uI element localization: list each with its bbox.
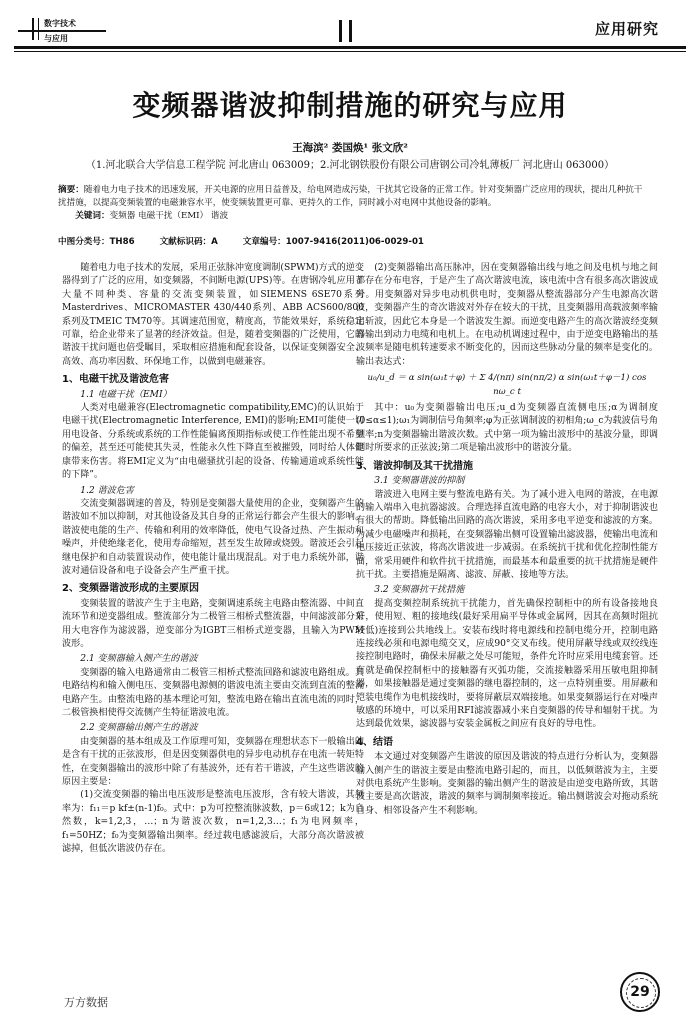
intro-paragraph: 随着电力电子技术的发展，采用正弦脉冲宽度调制(SPWM)方式的逆变器得到了广泛的应用，如变频器，不间断电源(UPS)等。在唐钢冷轧应用了大量不同种类、容量的交流变频装置，如SIEMENS 6SE70系列Masterdrives、MICROMASTER 430/440系列、ABB ACS600/800系列及TMEIC TM70等。其调速范围宽，精度高，节能效果好，系统稳定可靠，给企业带来了显著的经济效益。但是，随着变频器的广泛使用，它的谐波干扰问题也倍受瞩目，采取相应措施和配套设备，以保证变频器安全、高效、高功率因数、环保地工作，以做到电磁兼容。 — [62, 263, 364, 367]
article-meta — [58, 235, 658, 247]
section-2-2-point-2: (2)变频器输出高压脉冲，因在变频器输出线与地之间及电机与地之间都存在分布电容，于是产生了高次谐波电流，该电流中含有很多高次谐波成分。用变频器对异步电动机供电时，变频器从整流器部分产生电源高次谐波，变频器产生的奇次谐波对外存在较大的干扰，且变频器用高载波频率输出斩波，因此它本身是一个谐波发生源。而逆变电路产生的高次谐波经变频器输出到动力电缆和电机上。在电动机调速过程中，由于逆变电路输出的基波频率是随电机转速要求不断变化的，因而这些脉动分量的频率是变化的。输出表达式： — [356, 263, 658, 367]
section-1-2-text: 交流变频器调速的普及，特别是变频器大量使用的企业，变频器产生的谐波如不加以抑制，对其他设备及其自身的正常运行都会产生很大的影响。谐波使电能的生产、传输和利用的效率降低，使电气设备过热、产生振动和噪声，并使绝缘老化，使用寿命缩短，甚至发生故障或烧毁。谐波还会引起继电保护和自动装置误动作，使电能计量出现混乱。对于电力系统外部，谐波对通信设备和电子设备会产生严重干扰。 — [62, 498, 364, 576]
section-2-2-heading: 2.2 变频器输出侧产生的谐波 — [80, 723, 198, 734]
section-1-1-text: 人类对电磁兼容(Electromagnetic compatibility,EMC)的认识始于电磁干扰(Electromagnetic Interference, EMI)的影响;EMI可能使一切用电设备、分系统或系统的工作性能偏离预期指标或使工作性能出现不希望的偏差，甚至还可能使其失灵，性能永久性下降直至被摧毁，同时给人体健康带来伤害。将EMI定义为“由电磁骚扰引起的设备、传输通道或系统性能的下降”。 — [62, 403, 364, 481]
section-2-2-point-1: (1)交流变频器的输出电压波形是整流电压波形，含有较大谐波，其频率为：f₁₁＝p kf±(n-1)f₀。式中：p为可控整流脉波数，p＝6或12；k为自然数，k=1,2,3，…；n为谐波次数，n=1,2,3…；f₁为电网频率，f₁=50HZ；f₀为变频器输出频率。经过载电感滤波后，大部分高次谐波被滤掉，但低次谐波仍存在。 — [62, 790, 364, 855]
journal-name-line1: 数字技术 — [44, 18, 76, 28]
journal-logo — [14, 16, 110, 60]
section-label: 应用研究 — [595, 20, 660, 38]
abstract-text: 随着电力电子技术的迅速发展，开关电源的应用日益普及，给电网造成污染，干扰其它设备的正常工作。针对变频器广泛应用的现状，提出几种抗干扰措施，以提高变频装置的电磁兼容水平，使变频装置更可靠、更持久的工作，同时减小对电网中其他设备的影响。 — [58, 185, 643, 208]
logo-rule — [18, 30, 106, 32]
header-rule-thin — [14, 51, 686, 52]
section-2-text: 变频装置的谐波产生于主电路，变频调速系统主电路由整流器、中间直流环节和逆变器组成。整流部分为二极管三相桥式整流器，中间滤波部分采用大电容作为滤波器，逆变部分为IGBT三相桥式逆变器，且输入为PWM波形。 — [62, 598, 364, 649]
paper-title: 变频器谐波抑制措施的研究与应用 — [132, 89, 568, 122]
keywords — [58, 210, 648, 223]
header-bars — [339, 20, 359, 42]
section-1-2-heading: 1.2 谐波危害 — [80, 485, 134, 496]
abstract-block — [58, 184, 648, 223]
left-column — [62, 262, 364, 856]
authors: 王海滨² 娄国焕¹ 张文欣² — [292, 142, 408, 154]
document-code: 文献标识码：A — [159, 237, 218, 247]
section-1-heading: 1、电磁干扰及谐波危害 — [62, 374, 169, 386]
section-2-2-text: 由变频器的基本组成及工作原理可知，变频器在理想状态下一般输出的是含有干扰的正弦波形，但是因变频器供电的异步电动机存在电流一转矩特性，在变频器输出的波形中除了有基波外，还有若干谐波，产生这些谐波的原因主要是： — [62, 736, 364, 788]
section-3-2-heading: 3.2 变频器抗干扰措施 — [374, 585, 465, 596]
abstract-label: 摘要： — [58, 185, 84, 195]
section-2-1-heading: 2.1 变频器输入侧产生的谐波 — [80, 654, 198, 665]
section-4-heading: 4、结语 — [356, 736, 393, 748]
keywords-label: 关键词： — [75, 211, 110, 221]
clc-number: 中图分类号：TH86 — [58, 237, 135, 247]
section-3-heading: 3、谐波抑制及其干扰措施 — [356, 460, 473, 472]
section-4-text: 本文通过对变频器产生谐波的原因及谐波的特点进行分析认为，变频器输入侧产生的谐波主要是由整流电路引起的，而且，以低频谐波为主，主要对供电系统产生影响。变频器的输出侧产生的谐波是由逆变电路所致，其谐波主要是高次谐波，谐波的频率与调制频率接近。输出侧谐波会对拖动系统自身、相邻设备产生不利影响。 — [356, 752, 658, 816]
logo-mark — [32, 18, 34, 40]
source-watermark: 万方数据 — [64, 996, 108, 1009]
header-rule — [14, 46, 686, 49]
section-2-heading: 2、变频器谐波形成的主要原因 — [62, 583, 199, 595]
output-formula: u₀/u_d ＝ α sin(ω₁t＋φ) ＋ Σ 4/(nπ) sin(nπ/2) α sin(ω₁t＋φ－1) cos nω_c t — [367, 373, 647, 397]
affiliation: （1.河北联合大学信息工程学院 河北唐山 063009；2.河北钢铁股份有限公司唐钢公司冷轧薄板厂 河北唐山 063000） — [85, 160, 615, 171]
section-3-2-text: 提高变频控制系统抗干扰能力，首先确保控制柜中的所有设备接地良好，使用短、粗的接地线(最好采用扁平导体或金属网，因其在高频时阻抗较低)连接到公共地线上。安装布线时将电源线和控制电缆分开，控制电路连接线必须和电源电缆交叉，应成90°交叉布线。使用屏蔽导线或双绞线连接控制电路时，确保未屏蔽之处尽可能短，条件允许时应采用电缆套管。还有就是确保控制柜中的接触器有灭弧功能，交流接触器采用压敏电阻抑制器，如果接触器是通过变频器的继电器控制的，这一点特别重要。用屏蔽和铠装电缆作为电机接线时，要将屏蔽层双端接地。如果变频器运行在对噪声敏感的环境中，可以采用RFI滤波器减小来自变频器的传导和辐射干扰。为达到最优效果，滤波器与安装金属板之间应有良好的导电性。 — [356, 598, 658, 730]
section-3-1-heading: 3.1 变频器谐波的抑制 — [374, 476, 465, 487]
formula-explanation: 其中：u₀为变频器输出电压;u_d为变频器直流侧电压;α为调制度(0≤α≤1);ω₁为调制信号角频率;φ为正弦调制波的初相角;ω_c为载波信号角频率;n为变频器输出谐波次数。式中第一项为输出波形中的基波分量，即调制时所要求的正弦波;第二项是输出波形中的谐波分量。 — [356, 403, 658, 454]
section-1-1-heading: 1.1 电磁干扰（EMI） — [80, 389, 172, 400]
section-2-1-text: 变频器的输入电路通常由二极管三相桥式整流回路和滤波电路组成。其电路结构和输入侧电压、变频器电源侧的谐波电流主要由交流到直流的整流电路产生。由整流电路的基本理论可知，整流电路在输出直流电流的同时，二极管换相使得交流侧产生特征谐波电流。 — [62, 667, 364, 718]
right-column — [356, 262, 658, 818]
logo-mark-thin — [38, 18, 39, 40]
abstract — [58, 184, 648, 210]
article-number: 文章编号：1007-9416(2011)06-0029-01 — [242, 237, 424, 247]
journal-name-line2: 与应用 — [44, 33, 68, 43]
page-number: 29 — [630, 984, 650, 1000]
page-number-seal — [620, 972, 660, 1012]
section-3-1-text: 谐波进入电网主要与整流电路有关。为了减小进入电网的谐波，在电源的输入端串入电抗器滤波。合理选择直流电路的电容大小，对于抑制谐波也有很大的帮助。降低输出回路的高次谐波，采用多电平逆变和滤波的方案。为减少电磁噪声和损耗，在变频器输出侧可设置输出滤波器，使输出电流和电压接近正弦波，将高次谐波进一步减弱。在系统抗干扰和优化控制性能方面，常采用硬件和软件抗干扰措施，而最基本和最重要的抗干扰措施是硬件抗干扰。主要措施是隔离、滤波、屏蔽、接地等方法。 — [356, 489, 658, 580]
keywords-text: 变频器 电磁干扰（EMI） 谐波 — [109, 211, 229, 221]
